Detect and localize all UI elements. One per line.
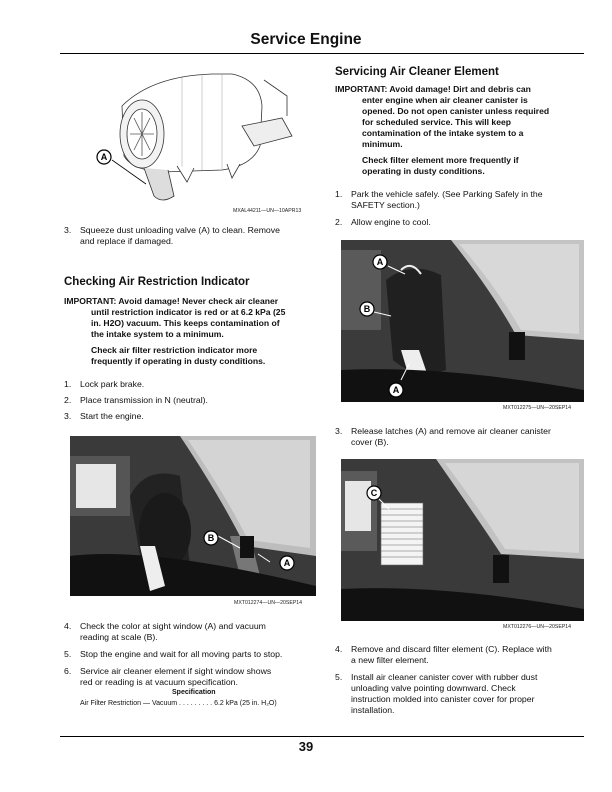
fig3-caption: MXT012275—UN—20SEP14 bbox=[503, 405, 572, 411]
list-item: 3. Squeeze dust unloading valve (A) to clean. Remove and replace if damaged. bbox=[64, 225, 280, 246]
page-title: Service Engine bbox=[250, 31, 362, 48]
fig3-callout-b: B bbox=[363, 304, 371, 314]
fig4-callout-c: C bbox=[370, 488, 378, 498]
fig4-caption: MXT012276—UN—20SEP14 bbox=[503, 624, 572, 630]
fig2-callout-b: B bbox=[207, 533, 215, 543]
footer-rule bbox=[60, 736, 584, 737]
important-note: IMPORTANT: Avoid damage! Dirt and debris can enter engine when air cleaner canister is opened. Do not open canister unless required for scheduled service. This will keep contamination of the intake system to a minimum. Check filter element more frequently if operating in dusty conditions. bbox=[335, 84, 550, 176]
fig2-callout-a: A bbox=[283, 558, 291, 568]
list-item: 1. Lock park brake. bbox=[64, 379, 145, 389]
page-number: 39 bbox=[298, 739, 314, 754]
restriction-indicator-photo bbox=[70, 436, 316, 596]
fig1-callout-a: A bbox=[100, 152, 108, 162]
list-item: 2. Allow engine to cool. bbox=[335, 217, 431, 227]
fig3-callout-a1: A bbox=[376, 257, 384, 267]
spec-header: Specification bbox=[172, 689, 216, 696]
header-rule bbox=[60, 53, 584, 54]
filter-element-photo bbox=[341, 459, 584, 621]
fig2-caption: MXT012274—UN—20SEP14 bbox=[234, 600, 303, 606]
spec-row: Air Filter Restriction — Vacuum . . . . . . . . . 6.2 kPa (25 in. H₂O) bbox=[80, 700, 277, 707]
list-item: 5. Stop the engine and wait for all moving parts to stop. bbox=[64, 649, 283, 659]
fig1-caption: MXAL44211—UN—10APR13 bbox=[233, 208, 302, 214]
important-note: IMPORTANT: Avoid damage! Never check air cleaner until restriction indicator is red or at 6.2 kPa (25 in. H2O) vacuum. This keeps contamination of the intake system to a minimum. Check air filter restriction indicator more frequently if operating in dusty conditions. bbox=[64, 296, 286, 366]
list-item: 3. Release latches (A) and remove air cleaner canister cover (B). bbox=[335, 426, 551, 447]
latches-photo bbox=[341, 240, 584, 402]
air-cleaner-illustration bbox=[82, 66, 322, 216]
list-item: 3. Start the engine. bbox=[64, 411, 144, 421]
list-item: 4. Check the color at sight window (A) and vacuum reading at scale (B). bbox=[64, 621, 266, 642]
list-item: 6. Service air cleaner element if sight window shows red or reading is at vacuum specification. bbox=[64, 666, 272, 687]
list-item: 2. Place transmission in N (neutral). bbox=[64, 395, 208, 405]
section-title-restriction: Checking Air Restriction Indicator bbox=[64, 276, 250, 288]
list-item: 4. Remove and discard filter element (C). Replace with a new filter element. bbox=[335, 644, 552, 665]
list-item: 5. Install air cleaner canister cover with rubber dust unloading valve pointing downward. Check instruction molded into canister cover for proper installation. bbox=[335, 672, 538, 715]
list-item: 1. Park the vehicle safely. (See Parking Safely in the SAFETY section.) bbox=[335, 189, 543, 210]
fig3-callout-a2: A bbox=[392, 385, 400, 395]
section-title-servicing: Servicing Air Cleaner Element bbox=[335, 66, 499, 78]
